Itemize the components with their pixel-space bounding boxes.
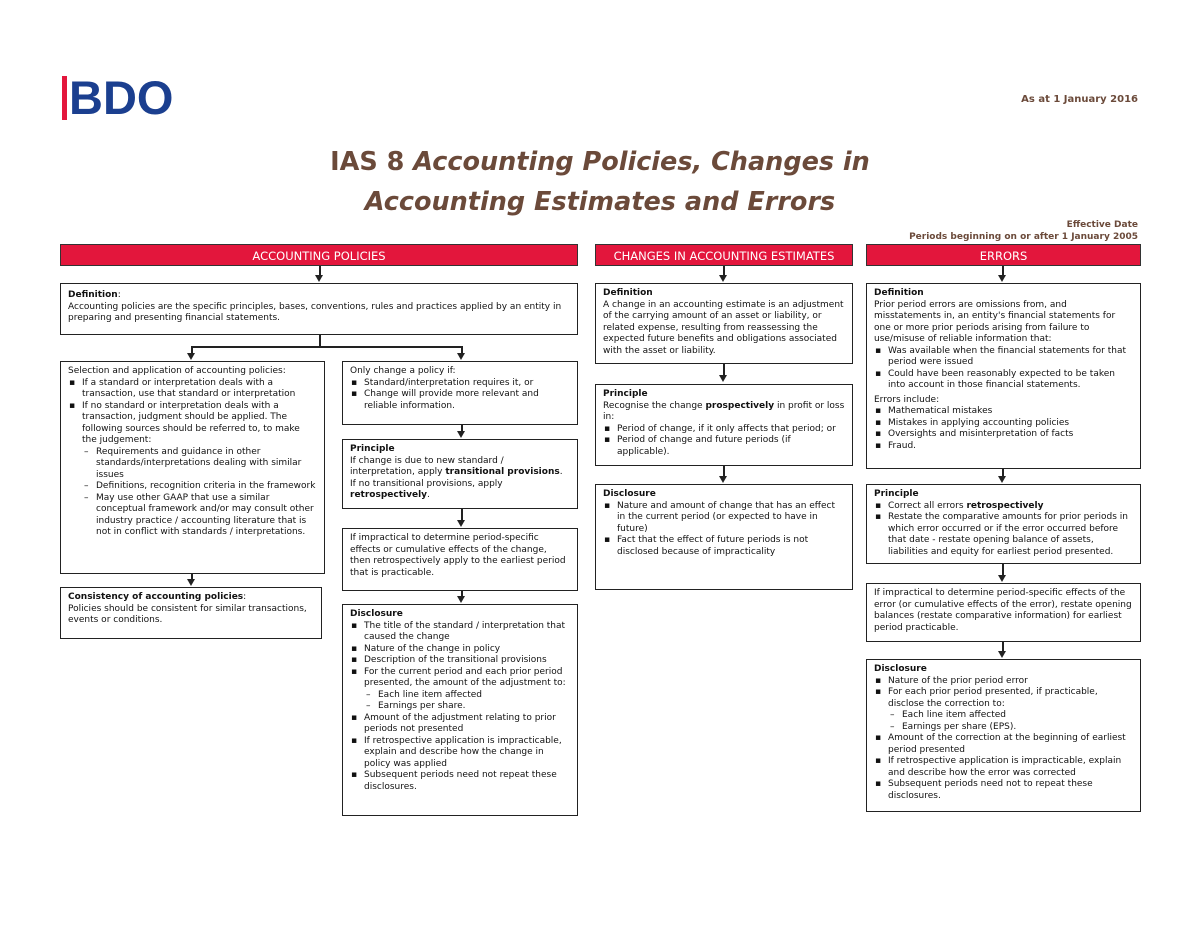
definition-text: Accounting policies are the specific principles, bases, conventions, rules and practices applied by an entity in preparing and presenting financial statements. xyxy=(68,301,562,323)
list-item: ▪ Period of change and future periods (if applicable). xyxy=(617,435,845,458)
accounting-policies-header: ACCOUNTING POLICIES xyxy=(60,244,578,266)
principle-text-3: If no transitional provisions, apply xyxy=(350,478,503,489)
list-item: ▪ The title of the standard / interpretation that caused the change xyxy=(364,621,570,644)
estimates-definition-box xyxy=(595,283,853,364)
list-item xyxy=(364,667,570,713)
impractical-text: If impractical to determine period-specific effects or cumulative effects of the change, then retrospectively apply to the earliest period that is practicable. xyxy=(350,533,566,578)
list-item: ▪ Amount of the adjustment relating to prior periods not presented xyxy=(364,713,570,736)
principle-bold-1: transitional provisions xyxy=(445,467,560,477)
effective-date xyxy=(909,219,1138,243)
list-item: ▪ Fact that the effect of future periods is not disclosed because of impracticality xyxy=(617,535,845,558)
list-item: ▪ If retrospective application is impracticable, explain and describe how the change in policy was applied xyxy=(364,736,570,771)
sub-list-item: – Each line item affected xyxy=(902,710,1133,722)
principle-label: Principle xyxy=(874,489,919,499)
principle-label: Principle xyxy=(350,444,395,454)
consistency-text: Policies should be consistent for similar transactions, events or conditions. xyxy=(68,603,307,625)
list-item-text: For the current period and each prior period presented, the amount of the adjustment to: xyxy=(364,666,566,688)
sub-list-item: – Earnings per share (EPS). xyxy=(902,722,1133,734)
principle-text-1: Recognise the change xyxy=(603,400,703,411)
list-item: ▪ Period of change, if it only affects that period; or xyxy=(617,424,845,436)
list-item: ▪ If a standard or interpretation deals with a transaction, use that standard or interpretation xyxy=(82,378,317,401)
list-item: ▪ Nature of the prior period error xyxy=(888,676,1133,688)
effective-date-label: Effective Date xyxy=(1066,220,1138,230)
list-item: ▪ Restate the comparative amounts for prior periods in which error occurred or if the error occurred before that date - restate opening balance of assets, liabilities and equity for earliest period presented. xyxy=(888,512,1133,558)
list-item: ▪ Description of the transitional provisions xyxy=(364,655,570,667)
estimates-principle-box xyxy=(595,384,853,466)
principle-text xyxy=(603,401,845,424)
definition-label: Definition xyxy=(603,288,653,298)
list-item xyxy=(888,687,1133,733)
list-item: ▪ Amount of the correction at the beginning of earliest period presented xyxy=(888,733,1133,756)
arrow-down-icon xyxy=(719,275,727,282)
arrow-down-icon xyxy=(457,520,465,527)
arrow-down-icon xyxy=(457,353,465,360)
list-item xyxy=(888,501,1133,513)
disclosure-label: Disclosure xyxy=(350,609,403,619)
arrow-down-icon xyxy=(457,431,465,438)
arrow-down-icon xyxy=(998,476,1006,483)
principle-item-bold: retrospectively xyxy=(966,500,1044,511)
arrow-down-icon xyxy=(315,275,323,282)
effective-date-text: Periods beginning on or after 1 January 2005 xyxy=(909,232,1138,242)
title-plain: IAS 8 xyxy=(330,147,405,177)
errors-include-label: Errors include: xyxy=(874,394,940,405)
list-item-text: For each prior period presented, if practicable, disclose the correction to: xyxy=(888,687,1098,709)
disclosure-label: Disclosure xyxy=(874,664,927,674)
errors-disclosure-box xyxy=(866,659,1141,812)
arrow-down-icon xyxy=(719,476,727,483)
as-at-date: As at 1 January 2016 xyxy=(1021,94,1138,105)
definition-text: A change in an accounting estimate is an adjustment of the carrying amount of an asset or liability, or related expense, resulting from reassessing the expected future benefits and obligations associated with the asset or liability. xyxy=(603,299,844,356)
estimates-disclosure-box xyxy=(595,484,853,590)
logo-bar xyxy=(62,76,67,120)
title-italic-2: Accounting Estimates and Errors xyxy=(364,187,836,217)
selection-box xyxy=(60,361,325,574)
change-only-label: Only change a policy if: xyxy=(350,366,456,376)
impractical-text: If impractical to determine period-specific effects of the error (or cumulative effects of the error), restate opening balances (restate comparative information) for earliest period practicable. xyxy=(874,588,1132,633)
arrow-down-icon xyxy=(187,579,195,586)
bdo-logo xyxy=(62,71,174,124)
change-only-box xyxy=(342,361,578,425)
principle-text-1: If change is due to new standard / interpretation, apply xyxy=(350,455,504,477)
list-item: ▪ Mistakes in applying accounting policies xyxy=(888,418,1133,430)
definition-label: Definition xyxy=(874,288,924,298)
principle-text-4: . xyxy=(427,490,430,500)
principle-text-2: in profit or loss in: xyxy=(603,400,845,422)
list-item-text: If no standard or interpretation deals with a transaction, judgment should be applied. The following sources should be referred to, to make the judgement: xyxy=(82,400,300,445)
list-item: ▪ Nature of the change in policy xyxy=(364,644,570,656)
sub-list-item: – Requirements and guidance in other standards/interpretations dealing with similar issues xyxy=(96,447,317,482)
list-item: ▪ If retrospective application is impracticable, explain and describe how the error was corrected xyxy=(888,756,1133,779)
list-item: ▪ Nature and amount of change that has an effect in the current period (or expected to have in future) xyxy=(617,501,845,536)
list-item: ▪ Oversights and misinterpretation of facts xyxy=(888,429,1133,441)
list-item: ▪ Subsequent periods need not repeat these disclosures. xyxy=(364,770,570,793)
list-item: ▪ Fraud. xyxy=(888,441,1133,453)
list-item: ▪ Mathematical mistakes xyxy=(888,406,1133,418)
sub-list-item: – Definitions, recognition criteria in the framework xyxy=(96,481,317,493)
definition-text: Prior period errors are omissions from, and misstatements in, an entity's financial statements for one or more prior periods arising from failure to use/misuse of reliable information that: xyxy=(874,299,1116,344)
principle-label: Principle xyxy=(603,389,648,399)
policies-definition-box: Definition: Accounting policies are the specific principles, bases, conventions, rules and practices applied by an entity in preparing and presenting financial statements. xyxy=(60,283,578,335)
policies-impractical-box xyxy=(342,528,578,591)
principle-bold-2: retrospectively xyxy=(350,490,428,500)
policies-principle-box xyxy=(342,439,578,509)
list-item xyxy=(82,401,317,539)
definition-label: Definition xyxy=(68,290,118,300)
principle-bold: prospectively xyxy=(705,400,775,411)
sub-list-item: – May use other GAAP that use a similar conceptual framework and/or may consult other industry practice / accounting literature that is not in conflict with standards / interpretations. xyxy=(96,493,317,539)
list-item: ▪ Change will provide more relevant and reliable information. xyxy=(364,389,570,412)
arrow-down-icon xyxy=(998,575,1006,582)
arrow-down-icon xyxy=(187,353,195,360)
arrow-down-icon xyxy=(457,596,465,603)
principle-item-text: Correct all errors xyxy=(888,500,964,511)
estimates-header: CHANGES IN ACCOUNTING ESTIMATES xyxy=(595,244,853,266)
principle-text xyxy=(350,456,570,502)
list-item: ▪ Subsequent periods need not to repeat these disclosures. xyxy=(888,779,1133,802)
arrow-down-icon xyxy=(719,375,727,382)
errors-principle-box xyxy=(866,484,1141,564)
sub-list-item: – Earnings per share. xyxy=(378,701,570,713)
errors-impractical-box xyxy=(866,583,1141,642)
page-title xyxy=(0,142,1200,222)
disclosure-label: Disclosure xyxy=(603,489,656,499)
sub-list-item: – Each line item affected xyxy=(378,690,570,702)
list-item: ▪ Was available when the financial statements for that period were issued xyxy=(888,346,1133,369)
list-item: ▪ Standard/interpretation requires it, or xyxy=(364,378,570,390)
arrow-down-icon xyxy=(998,651,1006,658)
principle-text-2: . xyxy=(559,467,563,477)
consistency-box: Consistency of accounting policies: Policies should be consistent for similar transactions, events or conditions. xyxy=(60,587,322,639)
errors-header: ERRORS xyxy=(866,244,1141,266)
logo-text: BDO xyxy=(69,71,174,124)
title-italic-1: Accounting Policies, Changes in xyxy=(413,147,870,177)
consistency-label: Consistency of accounting policies xyxy=(68,592,244,602)
list-item: ▪ Could have been reasonably expected to be taken into account in those financial statements. xyxy=(888,369,1133,392)
errors-definition-box xyxy=(866,283,1141,469)
connector xyxy=(191,346,462,348)
selection-label: Selection and application of accounting policies: xyxy=(68,366,286,376)
policies-disclosure-box xyxy=(342,604,578,816)
arrow-down-icon xyxy=(998,275,1006,282)
